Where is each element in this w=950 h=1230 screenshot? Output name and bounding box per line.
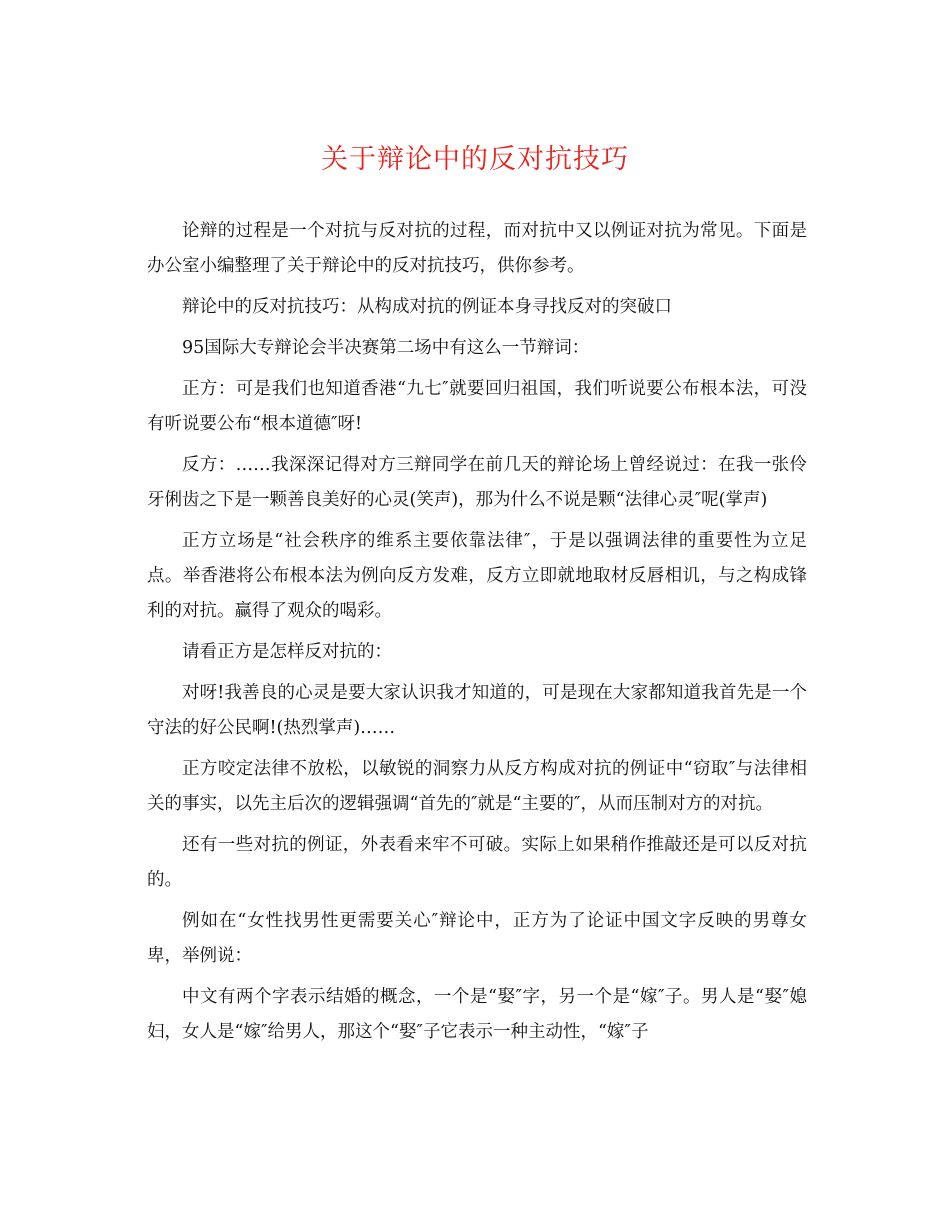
document-title: 关于辩论中的反对抗技巧 [321,144,629,175]
paragraph: 正方咬定法律不放松，以敏锐的洞察力从反方构成对抗的例证中“窃取″与法律相关的事实，以先主后次的逻辑强调“首先的″就是“主要的″，从而压制对方的对抗。 [147,759,807,814]
paragraph: 正方立场是“社会秩序的维系主要依靠法律″，于是以强调法律的重要性为立足点。举香港将公布根本法为例向反方发难，反方立即就地取材反唇相讥，与之构成锋利的对抗。赢得了观众的喝彩。 [147,531,807,621]
paragraph: 请看正方是怎样反对抗的： [182,642,392,662]
paragraph: 95国际大专辩论会半决赛第二场中有这么一节辩词： [182,338,590,358]
document-body [147,214,807,1056]
paragraph: 正方：可是我们也知道香港“九七″就要回归祖国，我们听说要公布根本法，可没有听说要公布“根本道德″呀! [147,379,807,434]
paragraph: 论辩的过程是一个对抗与反对抗的过程，而对抗中又以例证对抗为常见。下面是办公室小编整理了关于辩论中的反对抗技巧，供你参考。 [147,221,807,276]
paragraph: 辩论中的反对抗技巧：从构成对抗的例证本身寻找反对的突破口 [182,297,672,317]
paragraph: 还有一些对抗的例证，外表看来牢不可破。实际上如果稍作推敲还是可以反对抗的。 [147,835,807,890]
paragraph: 例如在“女性找男性更需要关心″辩论中，正方为了论证中国文字反映的男尊女卑，举例说： [147,911,807,966]
paragraph: 反方：……我深深记得对方三辩同学在前几天的辩论场上曾经说过：在我一张伶牙俐齿之下是一颗善良美好的心灵(笑声)，那为什么不说是颗“法律心灵″呢(掌声) [147,455,807,510]
paragraph: 对呀!我善良的心灵是要大家认识我才知道的，可是现在大家都知道我首先是一个守法的好公民啊!(热烈掌声)…… [147,683,807,738]
paragraph: 中文有两个字表示结婚的概念，一个是“娶″字，另一个是“嫁″子。男人是“娶″媳妇，女人是“嫁″给男人，那这个“娶″子它表示一种主动性，“嫁″子 [147,987,807,1042]
